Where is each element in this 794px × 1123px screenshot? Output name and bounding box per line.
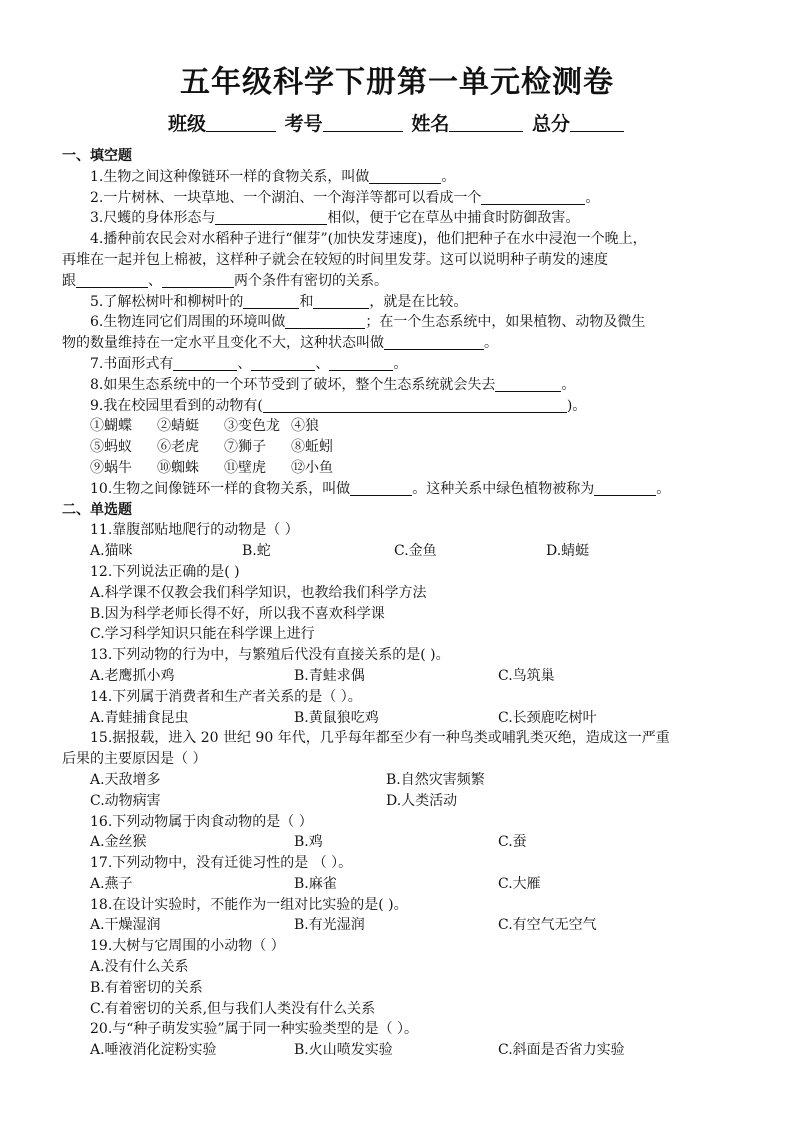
- option-b[interactable]: B.麻雀: [294, 875, 337, 892]
- answer-blank[interactable]: [285, 312, 365, 329]
- animal-option: ⑦狮子: [224, 439, 266, 456]
- option-a[interactable]: A.猫咪: [90, 543, 133, 560]
- animal-option: ⑤蚂蚁: [90, 439, 132, 456]
- option-d[interactable]: D.人类活动: [386, 792, 458, 809]
- option-c[interactable]: C.有着密切的关系,但与我们人类没有什么关系: [90, 1000, 376, 1017]
- option-c[interactable]: C.动物病害: [90, 792, 161, 809]
- score-label: 总分: [531, 113, 570, 135]
- animal-option: ⑧蚯蚓: [291, 439, 333, 456]
- option-b[interactable]: B.有着密切的关系: [90, 979, 203, 996]
- question-6-line-1: 6.生物连同它们周围的环境叫做 ；在一个生态系统中，如果植物、动物及微生: [90, 314, 646, 331]
- answer-blank[interactable]: [481, 188, 585, 205]
- animal-list-row-2: [62, 437, 738, 458]
- section-heading-fill-blank: 一、填空题: [62, 148, 132, 164]
- answer-blank[interactable]: [329, 354, 393, 371]
- animal-option: ⑩蜘蛛: [157, 459, 199, 476]
- question-17-stem: 17.下列动物中，没有迁徙习性的是 （ ）。: [90, 855, 353, 872]
- answer-blank[interactable]: [313, 292, 369, 309]
- answer-blank[interactable]: [495, 375, 561, 392]
- question-content: [62, 146, 738, 1061]
- question-7: 7.书面形式有 、 、 。: [90, 355, 408, 372]
- question-11-options: [62, 541, 738, 562]
- question-4-line-2: 再堆在一起并包上棉被，这样种子就会在较短的时间里发芽。这可以说明种子萌发的速度: [62, 251, 608, 268]
- question-13-stem: 13.下列动物的行为中，与繁殖后代没有直接关系的是( )。: [90, 647, 450, 664]
- question-12-stem: 12.下列说法正确的是( ): [90, 563, 240, 580]
- animal-option: ②蜻蜓: [157, 418, 199, 435]
- question-9: 9.我在校园里看到的动物有( )。: [90, 397, 587, 414]
- question-18-options: [62, 915, 738, 936]
- answer-blank[interactable]: [369, 167, 441, 184]
- question-15-options-row-2: [62, 791, 738, 812]
- answer-blank[interactable]: [215, 208, 327, 225]
- answer-blank[interactable]: [594, 479, 656, 496]
- question-6-line-2: 物的数量维持在一定水平且变化不大，这种状态叫做 。: [62, 335, 498, 352]
- exam-no-label: 考号: [284, 113, 323, 135]
- question-19-stem: 19.大树与它周围的小动物（ ）: [90, 938, 285, 955]
- answer-blank[interactable]: [162, 271, 234, 288]
- question-20-options: [62, 1040, 738, 1061]
- animal-option: ③变色龙: [224, 418, 280, 435]
- option-a[interactable]: A.金丝猴: [90, 834, 147, 851]
- animal-list-row-1: [62, 416, 738, 437]
- option-b[interactable]: B.自然灾害频繁: [386, 771, 485, 788]
- animal-option: ④狼: [291, 418, 319, 435]
- animal-option: ⑨蜗牛: [90, 459, 132, 476]
- option-b[interactable]: B.有光湿润: [294, 917, 365, 934]
- question-17-options: [62, 874, 738, 895]
- option-c[interactable]: C.蚕: [498, 834, 527, 851]
- class-blank[interactable]: [206, 111, 276, 132]
- question-15-options-row-1: [62, 770, 738, 791]
- option-c[interactable]: C.鸟筑巢: [498, 667, 555, 684]
- question-16-stem: 16.下列动物属于肉食动物的是（ ）: [90, 813, 313, 830]
- option-b[interactable]: B.鸡: [294, 834, 323, 851]
- question-14-options: [62, 708, 738, 729]
- answer-blank[interactable]: [263, 396, 567, 413]
- option-c[interactable]: C.斜面是否省力实验: [498, 1042, 625, 1059]
- question-4-line-3: 跟 、 两个条件有密切的关系。: [62, 272, 388, 289]
- option-c[interactable]: C.学习科学知识只能在科学课上进行: [90, 626, 315, 643]
- question-20-stem: 20.与“种子萌发实验”属于同一种实验类型的是（ ）。: [90, 1021, 419, 1038]
- option-c[interactable]: C.长颈鹿吃树叶: [498, 709, 597, 726]
- option-c[interactable]: C.有空气无空气: [498, 917, 597, 934]
- question-18-stem: 18.在设计实验时，不能作为一组对比实验的是( )。: [90, 896, 408, 913]
- question-8: 8.如果生态系统中的一个环节受到了破坏，整个生态系统就会失去 。: [90, 376, 576, 393]
- option-b[interactable]: B.青蛙求偶: [294, 667, 365, 684]
- name-blank[interactable]: [449, 111, 523, 132]
- option-a[interactable]: A.天敌增多: [90, 771, 161, 788]
- page-title: 五年级科学下册第一单元检测卷: [180, 65, 614, 100]
- option-b[interactable]: B.火山喷发实验: [294, 1042, 393, 1059]
- option-a[interactable]: A.青蛙捕食昆虫: [90, 709, 189, 726]
- question-16-options: [62, 832, 738, 853]
- exam-no-blank[interactable]: [323, 111, 403, 132]
- class-label: 班级: [168, 113, 207, 135]
- answer-blank[interactable]: [350, 479, 412, 496]
- option-b[interactable]: B.因为科学老师长得不好，所以我不喜欢科学课: [90, 605, 385, 622]
- question-15-stem-line-1: 15.据报载，进入 20 世纪 90 年代，几乎每年都至少有一种鸟类或哺乳类灭绝，造成这一严重: [90, 730, 670, 747]
- student-info-row: [0, 110, 794, 138]
- option-a[interactable]: A.没有什么关系: [90, 959, 189, 976]
- option-a[interactable]: A.老鹰抓小鸡: [90, 667, 175, 684]
- answer-blank[interactable]: [251, 354, 315, 371]
- question-14-stem: 14.下列属于消费者和生产者关系的是（ ）。: [90, 688, 362, 705]
- animal-option: ①蝴蝶: [90, 418, 132, 435]
- animal-option: ⑥老虎: [157, 439, 199, 456]
- option-b[interactable]: B.蛇: [242, 543, 271, 560]
- question-2: 2.一片树林、一块草地、一个湖泊、一个海洋等都可以看成一个 。: [90, 189, 600, 206]
- option-b[interactable]: B.黄鼠狼吃鸡: [294, 709, 379, 726]
- question-11-stem: 11.靠腹部贴地爬行的动物是（ ）: [90, 522, 299, 539]
- option-a[interactable]: A.唾液消化淀粉实验: [90, 1042, 217, 1059]
- answer-blank[interactable]: [243, 292, 299, 309]
- option-c[interactable]: C.金鱼: [394, 543, 437, 560]
- answer-blank[interactable]: [173, 354, 237, 371]
- answer-blank[interactable]: [384, 333, 484, 350]
- option-a[interactable]: A.干燥湿润: [90, 917, 161, 934]
- question-15-stem-line-2: 后果的主要原因是（ ）: [62, 751, 207, 768]
- name-label: 姓名: [411, 113, 450, 135]
- question-4-line-1: 4.播种前农民会对水稻种子进行“催芽”(加快发芽速度)，他们把种子在水中浸泡一个晚上，: [90, 231, 647, 248]
- option-c[interactable]: C.大雁: [498, 875, 541, 892]
- answer-blank[interactable]: [76, 271, 148, 288]
- option-d[interactable]: D.蜻蜓: [546, 543, 590, 560]
- question-3: 3.尺蠖的身体形态与 相似，便于它在草丛中捕食时防御敌害。: [90, 210, 580, 227]
- score-blank[interactable]: [570, 111, 624, 132]
- question-5: 5.了解松树叶和柳树叶的 和 ，就是在比较。: [90, 293, 468, 310]
- option-a[interactable]: A.燕子: [90, 875, 133, 892]
- section-heading-single-choice: 二、单选题: [62, 501, 132, 518]
- animal-list-row-3: [62, 458, 738, 479]
- option-a[interactable]: A.科学课不仅教会我们科学知识，也教给我们科学方法: [90, 584, 427, 601]
- question-10: 10.生物之间像链环一样的食物关系，叫做 。这种关系中绿色植物被称为 。: [90, 480, 671, 497]
- animal-option: ⑫小鱼: [291, 459, 333, 476]
- question-13-options: [62, 666, 738, 687]
- question-1: 1.生物之间这种像链环一样的食物关系，叫做 。: [90, 168, 456, 185]
- animal-option: ⑪壁虎: [224, 459, 266, 476]
